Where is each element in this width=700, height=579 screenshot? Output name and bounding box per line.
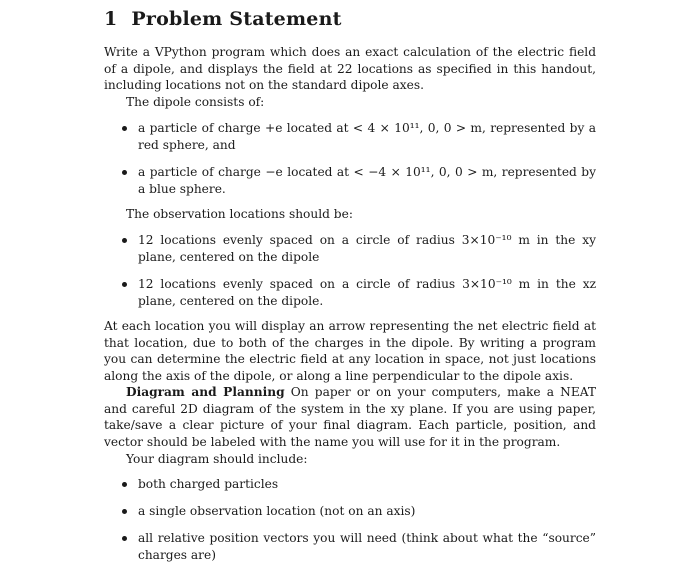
field-paragraph: At each location you will display an arrow representing the net electric field at that location, due to both of the charges in the dipole. By writing a program you can determine the electric field at any location in space, not just locations along the axis of the dipole, or along a line perpendicular to the dipole axis.: [104, 319, 596, 383]
dipole-item-positive: [138, 120, 596, 153]
bullet-icon: [122, 126, 127, 131]
observation-item-xz: [138, 276, 596, 309]
bullet-icon: [122, 238, 127, 243]
section-heading: [104, 8, 342, 30]
observation-item-xy: [138, 232, 596, 265]
dipole-item-negative: [138, 164, 596, 197]
bullet-icon: [122, 482, 127, 487]
diagram-paragraph: [104, 384, 596, 450]
list-item-text: all relative position vectors you will need (think about what the “source” charges are): [138, 531, 596, 562]
diagram-heading: Diagram and Planning: [126, 385, 285, 399]
list-item-text: a particle of charge +e located at < 4 × 10¹¹, 0, 0 > m, represented by a red sphere, and: [138, 121, 596, 152]
list-item-text: a particle of charge −e located at < −4 × 10¹¹, 0, 0 > m, represented by a blue sphere.: [138, 165, 596, 196]
section-number: 1: [104, 8, 118, 30]
bullet-icon: [122, 509, 127, 514]
observation-intro: The observation locations should be:: [126, 207, 353, 221]
list-item-text: both charged particles: [138, 477, 279, 491]
bullet-icon: [122, 170, 127, 175]
intro-paragraph: Write a VPython program which does an exact calculation of the electric field of a dipole, and displays the field at 22 locations as specified in this handout, including locations not on the standard dipole axes.: [104, 45, 596, 92]
list-item-text: 12 locations evenly spaced on a circle of radius 3×10⁻¹⁰ m in the xz plane, centered on the dipole.: [138, 277, 596, 308]
list-item-text: 12 locations evenly spaced on a circle of radius 3×10⁻¹⁰ m in the xy plane, centered on the dipole: [138, 233, 596, 264]
list-item-text: a single observation location (not on an axis): [138, 504, 416, 518]
diagram-intro: Your diagram should include:: [126, 452, 308, 466]
dipole-intro: The dipole consists of:: [126, 95, 265, 109]
bullet-icon: [122, 536, 127, 541]
diagram-item-particles: [138, 476, 596, 493]
diagram-text: On paper or on your computers, make a NEAT and careful 2D diagram of the system in the xy plane. If you are using paper, take/save a clear picture of your final diagram. Each particle, position, and vector should be labeled with the name you will use for it in the program.: [104, 385, 597, 449]
bullet-icon: [122, 282, 127, 287]
diagram-item-vectors: [138, 530, 596, 563]
diagram-item-observation: [138, 503, 596, 520]
section-title: Problem Statement: [131, 8, 342, 30]
